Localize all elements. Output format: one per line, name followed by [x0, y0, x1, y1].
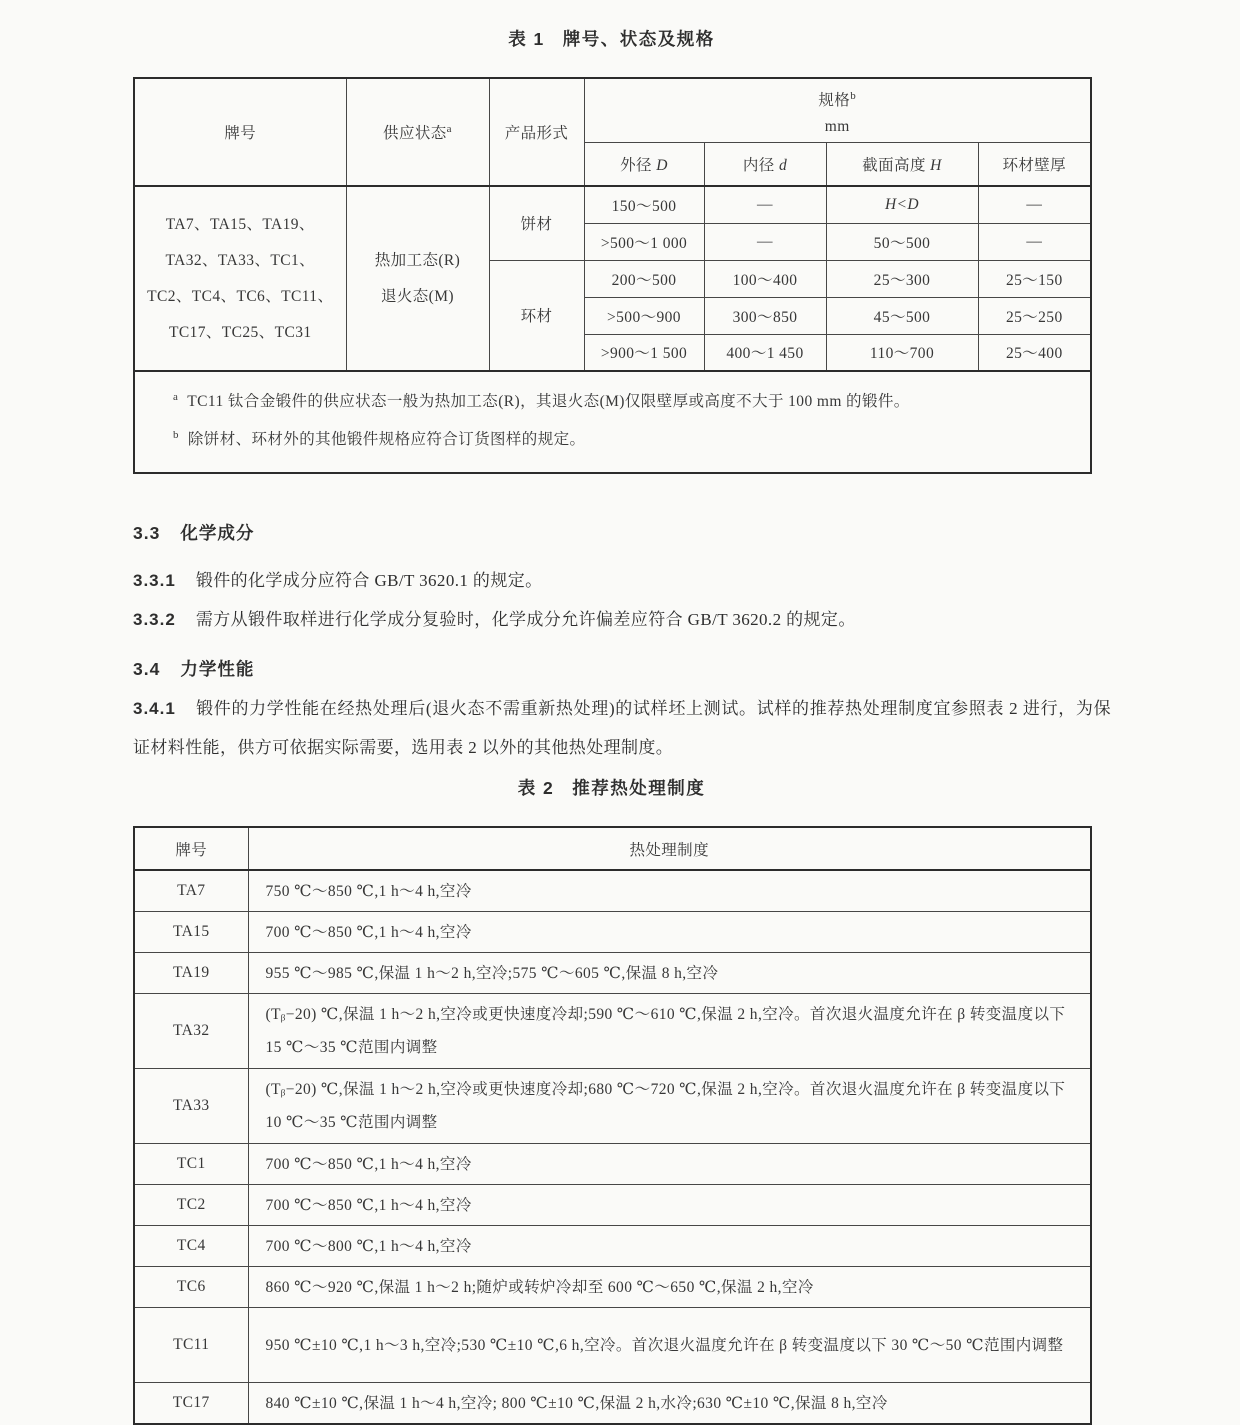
t1-wall-label: 环材壁厚 — [1002, 157, 1067, 175]
t2-regime: 700 ℃～850 ℃,1 h～4 h,空冷 — [248, 1144, 1091, 1185]
t1-od-var: D — [656, 157, 668, 175]
t1-spec-label: 规格 — [818, 92, 851, 110]
table-row — [134, 186, 1091, 223]
t1-id-value: 400～1 450 — [704, 334, 826, 371]
t2-regime: 700 ℃～800 ℃,1 h～4 h,空冷 — [248, 1226, 1091, 1267]
t2-regime: 955 ℃～985 ℃,保温 1 h～2 h,空冷;575 ℃～605 ℃,保温 8 h,空冷 — [248, 953, 1091, 994]
table-row — [134, 1267, 1091, 1308]
t1-h-label: 截面高度 — [862, 157, 926, 175]
t2-grade: TC2 — [134, 1185, 248, 1226]
table-row — [134, 1144, 1091, 1185]
t1-grades-cell: TA7、TA15、TA19、TA32、TA33、TC1、TC2、TC4、TC6、TC11、TC17、TC25、TC31 — [134, 186, 346, 371]
t2-col-grade: 牌号 — [134, 827, 248, 870]
t1-col-form — [489, 78, 584, 186]
table-row — [134, 1185, 1091, 1226]
t2-regime: 950 ℃±10 ℃,1 h～3 h,空冷;530 ℃±10 ℃,6 h,空冷。首次退火温度允许在 β 转变温度以下 30 ℃～50 ℃范围内调整 — [248, 1308, 1091, 1383]
clause-3-3-1 — [133, 561, 1111, 600]
table-row — [134, 1383, 1091, 1425]
t1-col-condition-label: 供应状态 — [383, 125, 447, 143]
t1-h-value: H<D — [826, 186, 978, 223]
table2-title-label: 表 2 — [517, 778, 555, 799]
t1-id-value: 100～400 — [704, 260, 826, 297]
t2-grade: TC1 — [134, 1144, 248, 1185]
table2-title-text: 推荐热处理制度 — [572, 778, 706, 799]
footnote-ref-a: a — [446, 122, 452, 135]
t1-id-label: 内径 — [742, 157, 775, 175]
clause-number: 3.4.1 — [133, 699, 176, 719]
t1-spec-line — [589, 83, 1087, 114]
t1-form-cake-cell: 饼材 — [489, 186, 584, 260]
t1-od-value: >500～900 — [584, 297, 704, 334]
t1-h-value: 45～500 — [826, 297, 978, 334]
t2-regime: 860 ℃～920 ℃,保温 1 h～2 h;随炉或转炉冷却至 600 ℃～650 ℃,保温 2 h,空冷 — [248, 1267, 1091, 1308]
t1-od-value: >500～1 000 — [584, 223, 704, 260]
section-heading-3-4 — [133, 656, 1240, 681]
t1-col-inner-diameter — [704, 143, 826, 187]
t1-id-value: — — [704, 223, 826, 260]
section-title: 力学性能 — [180, 659, 255, 680]
t1-header-row-1 — [134, 78, 1091, 143]
footnote-a-marker: a — [173, 391, 179, 403]
t1-footnote-row — [134, 371, 1091, 473]
t1-col-grade-label: 牌号 — [224, 125, 257, 143]
clause-3-3-2 — [133, 600, 1111, 639]
t2-regime: 700 ℃～850 ℃,1 h～4 h,空冷 — [248, 1185, 1091, 1226]
t1-condition-cell — [346, 186, 489, 371]
footnote-a-text: TC11 钛合金锻件的供应状态一般为热加工态(R)，其退火态(M)仅限壁厚或高度不大于 100 mm 的锻件。 — [187, 393, 910, 411]
table-1-grades-spec — [133, 77, 1092, 474]
t1-col-grade — [134, 78, 346, 186]
clause-number: 3.3.2 — [133, 610, 176, 630]
footnote-ref-b: b — [850, 90, 857, 102]
footnote-b-text: 除饼材、环材外的其他锻件规格应符合订货图样的规定。 — [187, 431, 586, 449]
t1-condition-line2: 退火态(M) — [380, 287, 454, 305]
section-number: 3.3 — [133, 523, 161, 544]
table-row — [134, 953, 1091, 994]
table-row — [134, 1226, 1091, 1267]
table-row — [134, 912, 1091, 953]
t1-wall-value: — — [978, 223, 1091, 260]
section-title: 化学成分 — [180, 523, 255, 544]
footnote-b-marker: b — [173, 428, 179, 441]
t1-footnotes — [134, 371, 1091, 473]
t1-wall-value: — — [978, 186, 1091, 223]
t2-regime: (Tᵦ−20) ℃,保温 1 h～2 h,空冷或更快速度冷却;590 ℃～610 ℃,保温 2 h,空冷。首次退火温度允许在 β 转变温度以下 15 ℃～35 ℃范围内调整 — [248, 994, 1091, 1069]
t2-grade: TA15 — [134, 912, 248, 953]
t1-od-value: 200～500 — [584, 260, 704, 297]
t1-id-value: 300～850 — [704, 297, 826, 334]
table-row — [134, 870, 1091, 912]
t1-h-value: 50～500 — [826, 223, 978, 260]
t2-grade: TA32 — [134, 994, 248, 1069]
section-number: 3.4 — [133, 659, 161, 680]
t1-wall-value: 25～150 — [978, 260, 1091, 297]
t1-condition-line1: 热加工态(R) — [374, 251, 461, 269]
t1-wall-value: 25～400 — [978, 334, 1091, 371]
t1-id-var: d — [778, 157, 788, 175]
t2-grade: TC17 — [134, 1383, 248, 1425]
t1-col-outer-diameter — [584, 143, 704, 187]
table-row — [134, 994, 1091, 1069]
t1-h-var: H — [930, 157, 942, 175]
t2-grade: TA7 — [134, 870, 248, 912]
t1-col-ring-wall — [978, 143, 1091, 187]
t2-regime: 840 ℃±10 ℃,保温 1 h～4 h,空冷; 800 ℃±10 ℃,保温 2 h,水冷;630 ℃±10 ℃,保温 8 h,空冷 — [248, 1383, 1091, 1425]
t2-regime: (Tᵦ−20) ℃,保温 1 h～2 h,空冷或更快速度冷却;680 ℃～720 ℃,保温 2 h,空冷。首次退火温度允许在 β 转变温度以下 10 ℃～35 ℃范围内调整 — [248, 1069, 1091, 1144]
footnote-a — [173, 383, 1074, 421]
section-heading-3-3 — [133, 520, 1240, 545]
t1-col-section-height — [826, 143, 978, 187]
clause-text: 需方从锻件取样进行化学成分复验时，化学成分允许偏差应符合 GB/T 3620.2 的规定。 — [195, 610, 856, 630]
t1-form-ring-cell: 环材 — [489, 260, 584, 371]
t1-col-spec — [584, 78, 1091, 143]
t2-regime: 750 ℃～850 ℃,1 h～4 h,空冷 — [248, 870, 1091, 912]
table-2-heat-treatment — [133, 826, 1092, 1425]
t2-header-row — [134, 827, 1091, 870]
table1-title-text: 牌号、状态及规格 — [562, 29, 715, 49]
t1-spec-unit: mm — [824, 118, 850, 136]
t1-id-value: — — [704, 186, 826, 223]
clause-text: 锻件的化学成分应符合 GB/T 3620.1 的规定。 — [195, 571, 543, 591]
t2-grade: TA33 — [134, 1069, 248, 1144]
table2-title — [133, 775, 1090, 800]
clause-3-4-1 — [133, 689, 1111, 767]
t2-col-regime: 热处理制度 — [248, 827, 1091, 870]
t1-h-value: 110～700 — [826, 334, 978, 371]
clause-number: 3.3.1 — [133, 571, 176, 591]
t2-grade: TC6 — [134, 1267, 248, 1308]
t1-wall-value: 25～250 — [978, 297, 1091, 334]
t1-od-label: 外径 — [620, 157, 652, 175]
t2-grade: TC4 — [134, 1226, 248, 1267]
t1-col-condition — [346, 78, 489, 186]
t2-grade: TA19 — [134, 953, 248, 994]
table1-title-label: 表 1 — [508, 29, 545, 49]
t1-h-value: 25～300 — [826, 260, 978, 297]
t1-col-form-label: 产品形式 — [504, 125, 569, 143]
t2-regime: 700 ℃～850 ℃,1 h～4 h,空冷 — [248, 912, 1091, 953]
footnote-b — [173, 421, 1074, 459]
table-row — [134, 1069, 1091, 1144]
clause-text: 锻件的力学性能在经热处理后(退火态不需重新热处理)的试样坯上测试。试样的推荐热处理制度宜参照表 2 进行，为保证材料性能，供方可依据实际需要，选用表 2 以外的其他热处理制度。 — [133, 699, 1111, 758]
t1-od-value: >900～1 500 — [584, 334, 704, 371]
table-row — [134, 1308, 1091, 1383]
table1-title — [133, 26, 1090, 51]
t1-od-value: 150～500 — [584, 186, 704, 223]
t2-grade: TC11 — [134, 1308, 248, 1383]
